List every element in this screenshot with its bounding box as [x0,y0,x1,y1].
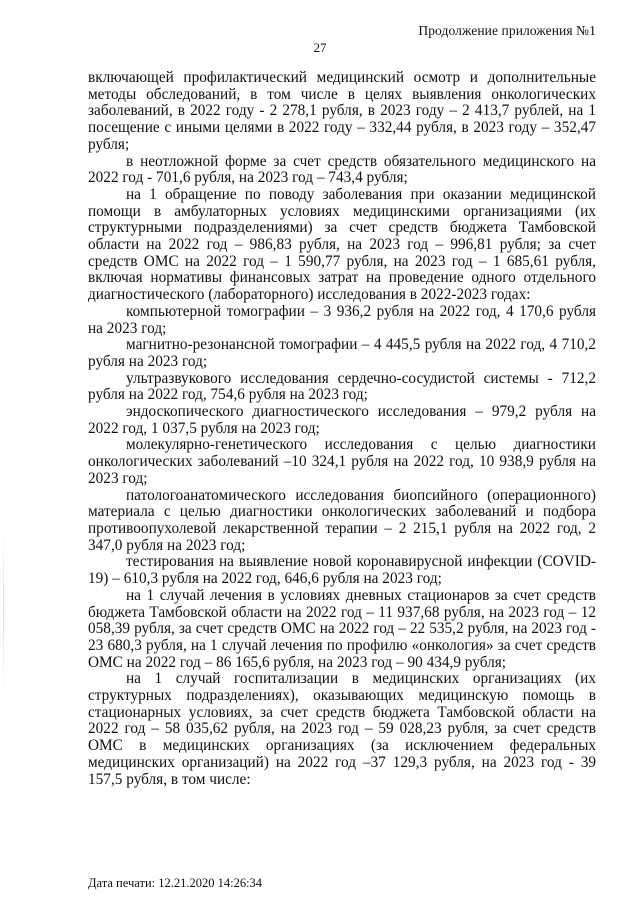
paragraph-ct: компьютерной томографии – 3 936,2 рубля на 2022 год, 4 170,6 рубля на 2023 год; [88,302,596,337]
page-number: 27 [313,40,327,55]
print-date-footer: Дата печати: 12.21.2020 14:26:34 [88,876,263,890]
paragraph-ultrasound: ультразвукового исследования сердечно-сосудистой системы - 712,2 рубля на 2022 год, 754,6 рубля на 2023 год; [88,369,596,404]
appendix-continuation-header: Продолжение приложения №1 [418,23,596,38]
paragraph-molecular-genetic: молекулярно-генетического исследования с целью диагностики онкологических заболеваний –10 324,1 рубля на 2022 год, 10 938,9 рубля на 2023 год; [88,436,596,487]
paragraph-outpatient-visit: на 1 обращение по поводу заболевания при оказании медицинской помощи в амбулаторных условиях медицинскими организациями (их структурными подразделениями) за счет средств бюджета Тамбовской области на 2022 год – 986,83 рубля, на 2023 год – 996,81 рубля; за счет средств ОМС на 2022 год – 1 590,77 рубля, на 2023 год – 1 685,61 рубля, включая нормативы финансовых затрат на проведение одного отдельного диагностического (лабораторного) исследования в 2022-2023 годах: [88,185,596,304]
paragraph-continuation: включающей профилактический медицинский осмотр и дополнительные методы обследований, в том числе в целях выявления онкологических заболеваний, в 2022 году - 2 278,1 рубля, в 2023 году – 2 413,7 рублей, на 1 посещение с иными целями в 2022 году – 332,44 рубля, в 2023 году – 352,47 рубля; [88,69,596,153]
paragraph-urgent-care: в неотложной форме за счет средств обязательного медицинского на 2022 год - 701,6 рубля, на 2023 год – 743,4 рубля; [88,152,596,187]
paragraph-pathology: патологоанатомического исследования биопсийного (операционного) материала с целью диагностики онкологических заболеваний и подбора противоопухолевой лекарственной терапии – 2 215,1 рубля на 2022 год, 2 347,0 рубля на 2023 год; [88,486,596,554]
scan-edge-artifact [3,520,4,700]
document-body [88,70,596,788]
paragraph-hospitalization: на 1 случай госпитализации в медицинских организациях (их структурных подразделениях), оказывающих медицинскую помощь в стационарных условиях, за счет средств бюджета Тамбовской области на 2022 год – 58 035,62 рубля, на 2023 год – 59 028,23 рубля, за счет средств ОМС в медицинских организациях (за исключением федеральных медицинских организаций) на 2022 год –37 129,3 рубля, на 2023 год - 39 157,5 рубля, в том числе: [88,670,596,788]
paragraph-day-hospital: на 1 случай лечения в условиях дневных стационаров за счет средств бюджета Тамбовской области на 2022 год – 11 937,68 рубля, на 2023 год – 12 058,39 рубля, за счет средств ОМС на 2022 год – 22 535,2 рубля, на 2023 год - 23 680,3 рубля, на 1 случай лечения по профилю «онкология» за счет средств ОМС на 2022 год – 86 165,6 рубля, на 2023 год – 90 434,9 рубля; [88,586,596,671]
paragraph-endoscopy: эндоскопического диагностического исследования – 979,2 рубля на 2022 год, 1 037,5 рубля на 2023 год; [88,403,596,437]
paragraph-mri: магнитно-резонансной томографии – 4 445,5 рубля на 2022 год, 4 710,2 рубля на 2023 год; [88,336,596,370]
paragraph-covid-testing: тестирования на выявление новой коронавирусной инфекции (COVID-19) – 610,3 рубля на 2022 год, 646,6 рубля на 2023 год; [88,553,596,588]
